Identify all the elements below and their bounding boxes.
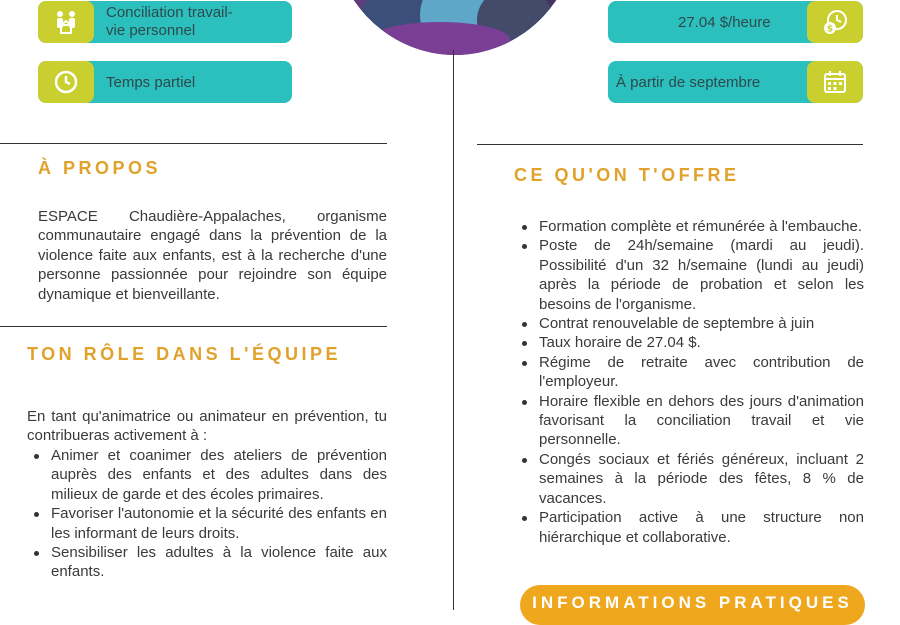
center-divider: [453, 50, 454, 610]
pill-conciliation-label: Conciliation travail- vie personnel: [106, 4, 233, 39]
pill-conciliation: [38, 1, 292, 43]
list-item: Favoriser l'autonomie et la sécurité des enfants en les informant de leurs droits.: [27, 504, 387, 543]
family-icon: [38, 1, 94, 43]
list-item: Contrat renouvelable de septembre à juin: [515, 314, 864, 333]
list-item: Taux horaire de 27.04 $.: [515, 333, 864, 352]
list-item: Sensibiliser les adultes à la violence faite aux enfants.: [27, 543, 387, 582]
team-photo: [330, 0, 580, 55]
role-list: [27, 446, 387, 582]
offre-heading: CE QU'ON T'OFFRE: [514, 165, 740, 185]
offre-list: [515, 217, 864, 547]
divider-left-mid: [0, 326, 387, 327]
list-item: Animer et coanimer des ateliers de prévention auprès des enfants et des adultes dans des milieux de garde et des écoles primaires.: [27, 446, 387, 504]
svg-text:$: $: [826, 24, 834, 35]
role-heading: TON RÔLE DANS L'ÉQUIPE: [27, 344, 341, 364]
list-item: Horaire flexible en dehors des jours d'animation favorisant la conciliation travail et vie personnelle.: [515, 392, 864, 450]
list-item: Poste de 24h/semaine (mardi au jeudi). Possibilité d'un 32 h/semaine (lundi au jeudi) après la période de probation et selon les besoins de l'organisme.: [515, 236, 864, 314]
list-item: Participation active à une structure non hiérarchique et collaborative.: [515, 508, 864, 547]
calendar-icon: [807, 61, 863, 103]
apropos-heading: À PROPOS: [38, 158, 162, 178]
list-item: Congés sociaux et fériés généreux, incluant 2 semaines à la période des fêtes, 8 % de vacances.: [515, 450, 864, 508]
role-intro: En tant qu'animatrice ou animateur en prévention, tu contribueras activement à :: [27, 408, 387, 445]
pill-depart: [608, 61, 863, 103]
pill-taux: [608, 1, 863, 43]
money-clock-icon: [807, 1, 863, 43]
divider-right-top: [477, 144, 863, 145]
pill-depart-label: À partir de septembre: [616, 73, 761, 91]
photo-illustration: [330, 0, 580, 55]
list-item: Formation complète et rémunérée à l'embauche.: [515, 217, 864, 236]
pill-taux-label: 27.04 $/heure: [678, 13, 771, 31]
pill-temps-partiel: [38, 61, 292, 103]
list-item: Régime de retraite avec contribution de l'employeur.: [515, 353, 864, 392]
divider-left-top: [0, 143, 387, 144]
clock-icon: [38, 61, 94, 103]
informations-pratiques-button[interactable]: INFORMATIONS PRATIQUES: [520, 585, 865, 625]
apropos-text: ESPACE Chaudière-Appalaches, organisme communautaire engagé dans la prévention de la violence faite aux enfants, est à la recherche d'une personne passionnée pour rejoindre son équipe dynamique et bienveillante.: [38, 208, 387, 303]
pill-temps-partiel-label: Temps partiel: [106, 73, 196, 91]
